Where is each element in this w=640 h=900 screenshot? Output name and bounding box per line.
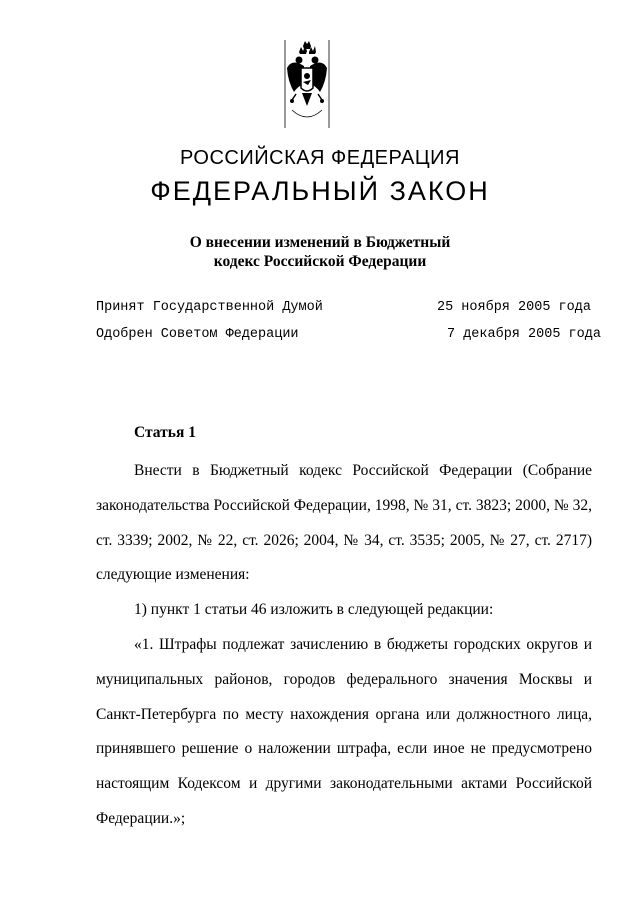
article-paragraph: Внести в Бюджетный кодекс Российской Федерации (Собрание законодательства Российской Федерации, 1998, № 31, ст. 3823; 2000, № 32, ст. 3339; 2002, № 22, ст. 2026; 2004, № 34, ст. 3535; 2005, № 27, ст. 2717) следующие изменения: xyxy=(96,462,592,584)
duma-adoption-date: 25 ноября 2005 года xyxy=(437,300,591,315)
eagle-emblem-icon xyxy=(282,38,332,130)
document-type: ФЕДЕРАЛЬНЫЙ ЗАКОН xyxy=(150,176,490,206)
duma-adoption-label: Принят Государственной Думой xyxy=(96,300,323,315)
law-title-line-1: О внесении изменений в Бюджетный xyxy=(189,234,451,251)
council-approval-date: 7 декабря 2005 года xyxy=(447,327,601,342)
law-title xyxy=(0,233,640,271)
article-paragraph: «1. Штрафы подлежат зачислению в бюджеты городских округов и муниципальных районов, городов федерального значения Москвы и Санкт-Петербурга по месту нахождения органа или должностного лица, принявшего решение о наложении штрафа, если иное не предусмотрено настоящим Кодексом и другими законодательными актами Российской Федерации.»; xyxy=(96,635,592,827)
country-name: РОССИЙСКАЯ ФЕДЕРАЦИЯ xyxy=(180,147,460,169)
article-body xyxy=(96,454,592,837)
article-paragraph: 1) пункт 1 статьи 46 изложить в следующей редакции: xyxy=(134,601,494,619)
article-heading: Статья 1 xyxy=(134,424,196,441)
council-approval-label: Одобрен Советом Федерации xyxy=(96,327,299,342)
law-title-line-2: кодекс Российской Федерации xyxy=(213,253,427,270)
